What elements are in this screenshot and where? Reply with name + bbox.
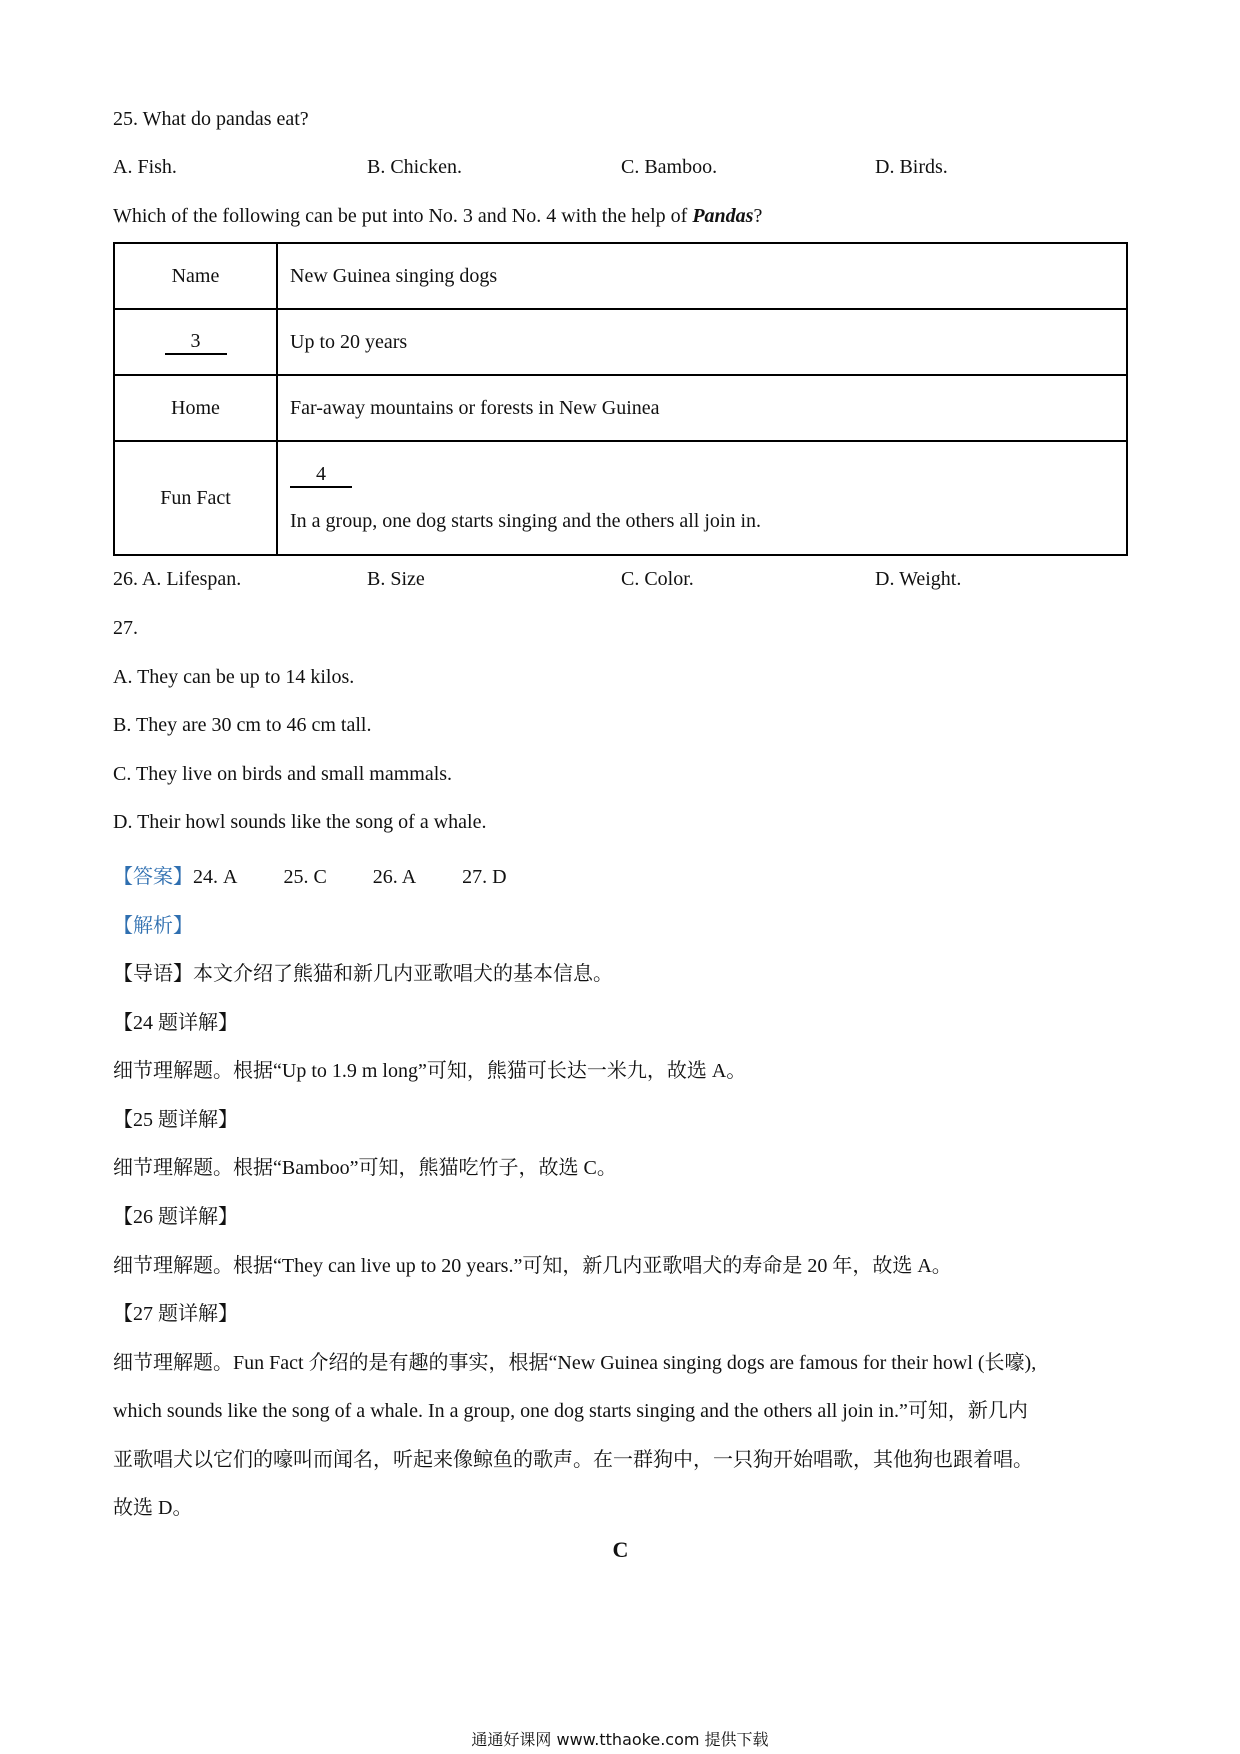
q26-option-b: B. Size [367,568,425,590]
info-table [113,242,1128,556]
table-key: Name [114,243,277,309]
detail-27-title: 【27 题详解】 [113,1303,238,1325]
q25-option-d: D. Birds. [875,156,948,178]
table-key: Fun Fact [114,441,277,555]
answer-label: 【答案】 [113,866,193,888]
detail-25-title: 【25 题详解】 [113,1109,238,1131]
detail-26-text: 细节理解题。根据“They can live up to 20 years.”可知，新几内亚歌唱犬的寿命是 20 年，故选 A。 [113,1255,952,1277]
detail-27-line-4: 故选 D。 [113,1497,193,1519]
q26-option-d: D. Weight. [875,568,962,590]
q27-option-b: B. They are 30 cm to 46 cm tall. [113,714,372,736]
detail-27-line-1: 细节理解题。Fun Fact 介绍的是有趣的事实，根据“New Guinea singing dogs are famous for their howl (长嚎), [113,1352,1037,1374]
table-key: Home [114,375,277,441]
table-value: New Guinea singing dogs [277,243,1127,309]
detail-27-line-3: 亚歌唱犬以它们的嚎叫而闻名，听起来像鲸鱼的歌声。在一群狗中，一只狗开始唱歌，其他狗也跟着唱。 [113,1449,1033,1471]
q25-question: 25. What do pandas eat? [113,108,309,130]
q27-option-d: D. Their howl sounds like the song of a whale. [113,811,487,833]
blank-3: 3 [165,330,227,355]
q25-option-b: B. Chicken. [367,156,462,178]
analysis-label: 【解析】 [113,915,193,937]
q25-option-c: C. Bamboo. [621,156,718,178]
table-row [114,441,1127,555]
table-value: 4 In a group, one dog starts singing and the others all join in. [277,441,1127,555]
q27-option-a: A. They can be up to 14 kilos. [113,666,355,688]
q25-option-a: A. Fish. [113,156,177,178]
intro-text: 【导语】本文介绍了熊猫和新几内亚歌唱犬的基本信息。 [113,963,613,985]
table-value: Far-away mountains or forests in New Guinea [277,375,1127,441]
section-letter: C [612,1537,629,1562]
table-intro: Which of the following can be put into No. 3 and No. 4 with the help of Pandas? [113,205,763,227]
table-key [114,309,277,375]
q27-option-c: C. They live on birds and small mammals. [113,763,453,785]
detail-27-line-2: which sounds like the song of a whale. In a group, one dog starts singing and the others all join in.”可知，新几内 [113,1400,1028,1422]
answer-line: 【答案】24. A 25. C 26. A 27. D [113,866,507,888]
detail-24-text: 细节理解题。根据“Up to 1.9 m long”可知，熊猫可长达一米九，故选 A。 [113,1060,747,1082]
footer-watermark: 通通好课网 www.tthaoke.com 提供下载 [471,1730,769,1749]
q27-number: 27. [113,617,138,639]
q26-option-a: 26. A. Lifespan. [113,568,242,590]
table-row [114,243,1127,309]
q26-option-c: C. Color. [621,568,694,590]
blank-4: 4 [290,463,352,488]
table-intro-emphasis: Pandas [692,205,754,227]
table-row [114,375,1127,441]
table-value: Up to 20 years [277,309,1127,375]
detail-24-title: 【24 题详解】 [113,1012,238,1034]
detail-25-text: 细节理解题。根据“Bamboo”可知，熊猫吃竹子，故选 C。 [113,1157,617,1179]
detail-26-title: 【26 题详解】 [113,1206,238,1228]
table-row [114,309,1127,375]
